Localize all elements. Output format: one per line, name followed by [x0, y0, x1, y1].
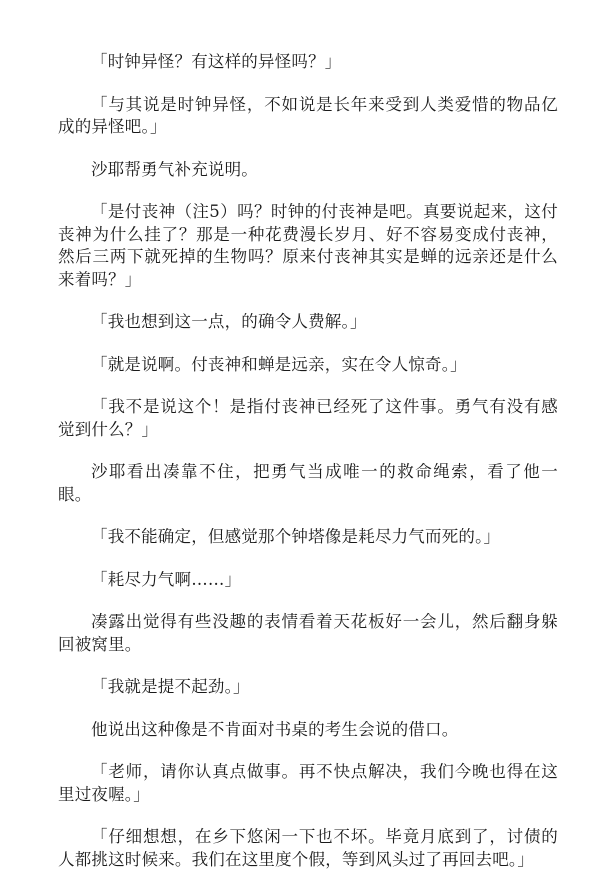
- page-body: [58, 51, 558, 891]
- paragraph-14: 「老师，请你认真点做事。再不快点解决，我们今晚也得在这里过夜喔。」: [58, 762, 558, 804]
- paragraph-4: 「是付丧神（注5）吗？时钟的付丧神是吧。真要说起来，这付丧神为什么挂了？那是一种花费漫长岁月、好不容易变成付丧神，然后三两下就死掉的生物吗？原来付丧神其实是蝉的远亲还是什么来着吗？」: [58, 202, 558, 289]
- paragraph-6: 「就是说啊。付丧神和蝉是远亲，实在令人惊奇。」: [91, 354, 467, 374]
- paragraph-8: 沙耶看出凑靠不住，把勇气当成唯一的救命绳索，看了他一眼。: [58, 462, 558, 504]
- paragraph-7: 「我不是说这个！是指付丧神已经死了这件事。勇气有没有感觉到什么？」: [58, 397, 558, 439]
- paragraph-15: 「仔细想想，在乡下悠闲一下也不坏。毕竟月底到了，讨债的人都挑这时候来。我们在这里度个假，等到风头过了再回去吧。」: [58, 827, 558, 869]
- paragraph-1: 「时钟异怪？有这样的异怪吗？」: [91, 52, 342, 71]
- paragraph-5: 「我也想到这一点，的确令人费解。」: [91, 312, 367, 331]
- paragraph-12: 「我就是提不起劲。」: [91, 677, 250, 696]
- paragraph-3: 沙耶帮勇气补充说明。: [91, 159, 258, 179]
- paragraph-11: 凑露出觉得有些没趣的表情看着天花板好一会儿，然后翻身躲回被窝里。: [58, 612, 558, 654]
- paragraph-2: 「与其说是时钟异怪，不如说是长年来受到人类爱惜的物品亿成的异怪吧。」: [58, 94, 558, 136]
- paragraph-9: 「我不能确定，但感觉那个钟塔像是耗尽力气而死的。」: [91, 527, 501, 546]
- paragraph-10: 「耗尽力气啊……」: [91, 569, 242, 589]
- paragraph-13: 他说出这种像是不肯面对书桌的考生会说的借口。: [91, 719, 459, 739]
